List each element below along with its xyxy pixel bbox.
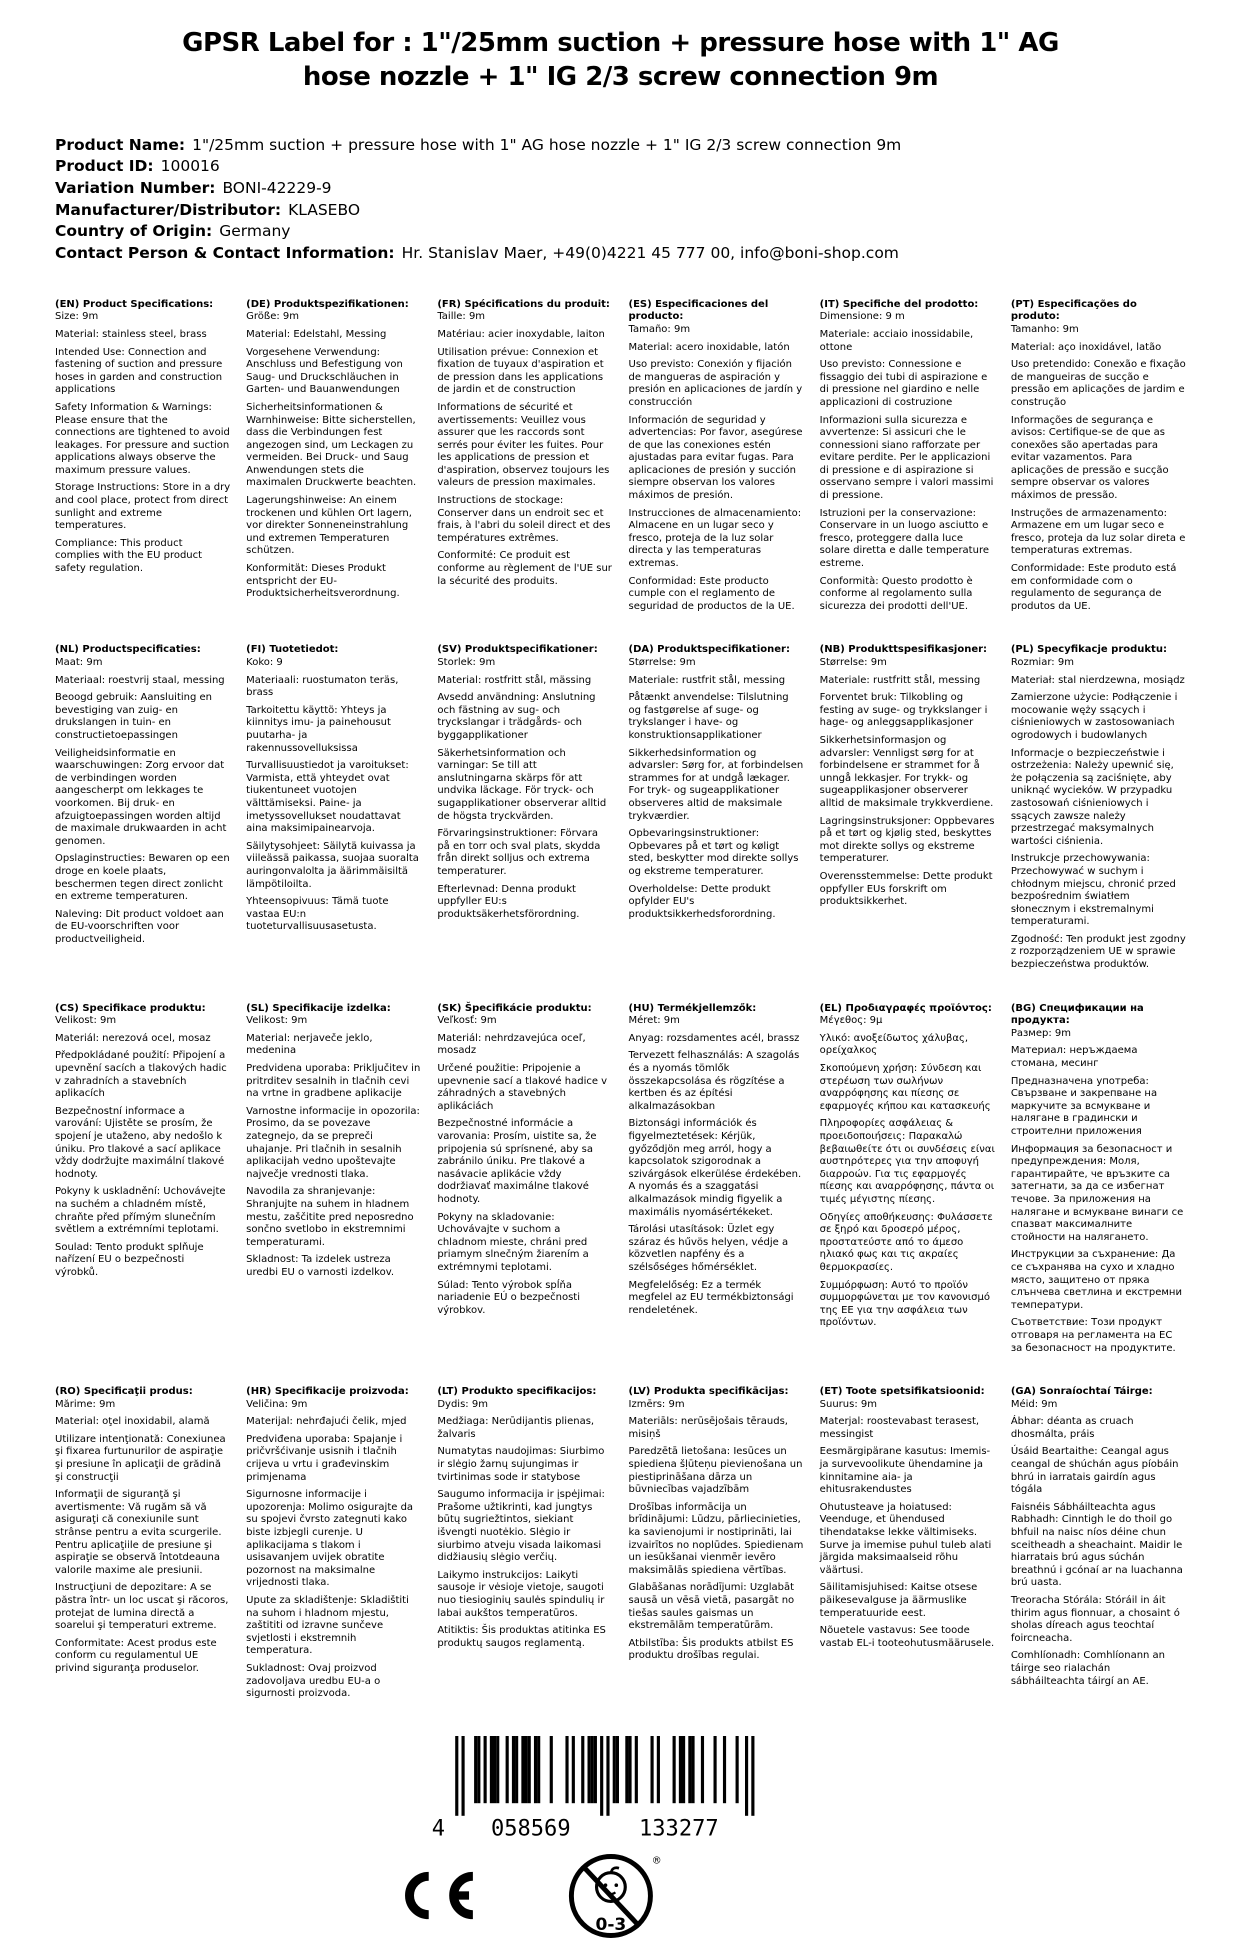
spec-paragraph: Ohutusteave ja hoiatused: Veenduge, et ühendused tihendatakse lekke vältimiseks. Surve ja imemise puhul tuleb alati järgida maksimaalseid rõhu väärtusi. [819,1501,992,1576]
spec-paragraph: Предназначена употреба: Свързване и закрепване на маркучите за всмукване и налягане в градински и строителни приложения [1010,1075,1158,1137]
spec-paragraph: Upute za skladištenje: Skladištiti na suhom i hladnom mjestu, zaštititi od izravne sunčeve svjetlosti i ekstremnih temperatura. [246,1595,409,1657]
product-info-row [55,135,1241,157]
age-warning-text-slot: 0-3 [595,1914,627,1935]
spec-heading: (CS) Specifikace produktu: [55,1002,206,1014]
spec-paragraph: Conformité: Ce produit est conforme au règlement de l'UE sur la sécurité des produits. [437,550,612,587]
spec-paragraph: Uso previsto: Connessione e fissaggio dei tubi di aspirazione e di pressione nel giardino e nelle applicazioni di costruzione [819,359,988,408]
spec-paragraph: Materiaali: ruostumaton teräs, brass [246,674,399,699]
spec-heading: (EL) Προδιαγραφές προϊόντος: [819,1002,992,1014]
spec-paragraph: Comhlíonadh: Comhlíonann an táirge seo rialachán sábháilteachta táirgí an AE. [1010,1650,1166,1687]
spec-block-lt [437,1386,612,1706]
spec-paragraph: Predviđena uporaba: Spajanje i pričvršćivanje usisnih i tlačnih crijeva u vrtu i građevinskim primjenama [246,1433,403,1483]
spec-heading: (FI) Tuotetiedot: [246,644,339,656]
spec-paragraph: Tervezett felhasználás: A szagolás és a nyomás tömlők összekapcsolása és rögzítése a kertben és az építési alkalmazásokban [628,1050,800,1112]
spec-block-pt [1011,299,1186,619]
spec-paragraph: Υλικό: ανοξείδωτος χάλυβας, ορείχαλκος [819,1032,969,1057]
spec-grid [55,299,1186,1706]
spec-paragraph: Dimensione: 9 m [819,311,905,323]
spec-paragraph: Megfelelőség: Ez a termék megfelel az EU termékbiztonsági rendeletének. [628,1279,794,1316]
spec-heading: (ET) Toote spetsifikatsioonid: [819,1386,985,1398]
spec-paragraph: Material: rostfritt stål, mässing [437,674,592,686]
spec-paragraph: Tarkoitettu käyttö: Yhteys ja kiinnitys imu- ja painehousut puutarha- ja rakennussovelluksissa [246,704,391,754]
spec-paragraph: Información de seguridad y advertencias: Por favor, asegúrese de que las conexiones estén ajustadas para evitar fugas. Para aplicaciones de presión y succión siempre observan los valores máximos de presión. [628,414,803,502]
product-info [55,135,1241,265]
barcode-svg [430,1736,766,1841]
spec-paragraph: Material: aço inoxidável, latão [1010,341,1162,353]
spec-heading: (LV) Produkta specifikācijas: [628,1386,789,1398]
spec-paragraph: Uso pretendido: Conexão e fixação de mangueiras de sucção e pressão em aplicações de jardim e construção [1010,359,1186,408]
spec-paragraph: Suurus: 9m [819,1398,877,1410]
spec-paragraph: Conformidad: Este producto cumple con el reglamento de seguridad de productos de la UE. [628,575,795,612]
spec-paragraph: Informazioni sulla sicurezza e avvertenze: Si assicuri che le connessioni siano rafforzate per evitare perdite. Per le applicazioni di pressione e di aspirazione si osservano sempre i valori massimi di pressione. [819,414,994,502]
spec-block-nl [55,644,230,976]
compliance-marks [398,1851,1241,1941]
spec-block-cs [55,1003,230,1360]
spec-paragraph: Compliance: This product complies with the EU product safety regulation. [55,537,203,575]
spec-paragraph: Lagerungshinweise: An einem trockenen und kühlen Ort lagern, vor direkter Sonneneinstrahlung und extremen Temperaturen schützen. [246,495,412,557]
spec-paragraph: Οδηγίες αποθήκευσης: Φυλάσσετε σε ξηρό και δροσερό μέρος, προστατεύστε από το άμεσο ηλιακό φως και τις ακραίες θερμοκρασίες. [819,1211,993,1273]
spec-paragraph: Zamierzone użycie: Podłączenie i mocowanie węży ssących i ciśnieniowych w zastosowaniach ogrodowych i budowlanych [1010,692,1178,741]
spec-paragraph: Materiale: rustfritt stål, messing [819,674,981,686]
product-info-row [55,156,1241,178]
barcode-digits-group2: 133277 [639,1816,719,1841]
spec-paragraph: Storlek: 9m [437,657,496,668]
spec-paragraph: Veličina: 9m [246,1398,308,1410]
spec-paragraph: Anyag: rozsdamentes acél, brassz [628,1032,800,1044]
spec-paragraph: Efterlevnad: Denna produkt uppfyller EU:s produktsäkerhetsförordning. [437,883,580,920]
spec-paragraph: Instruções de armazenamento: Armazene em um lugar seco e fresco, proteja da luz solar direta e temperaturas extremas. [1010,507,1186,557]
spec-paragraph: Súlad: Tento výrobok spĺňa nariadenie EÚ o bezpečnosti výrobkov. [437,1279,580,1316]
spec-paragraph: Инструкции за съхранение: Да се съхранява на сухо и хладно място, защитено от пряка слънчева светлина и екстремни температури. [1010,1249,1182,1311]
spec-paragraph: Pokyny na skladovanie: Uchovávajte v suchom a chladnom mieste, chráni pred priamym slnečným žiarením a extrémnymi teplotami. [437,1211,589,1273]
spec-paragraph: Eesmärgipärane kasutus: Imemis- ja survevoolikute ühendamine ja kinnitamine aia- ja ehitusrakendustes [819,1446,991,1496]
spec-paragraph: Biztonsági információk és figyelmeztetések: Kérjük, győződjön meg arról, hogy a kapcsolatok szigorodnak a szivárgások elkerülése érdekében. A nyomás és a szaggatási alkalmazások mindig figyelik a maximális nyomásértékeket. [628,1118,802,1218]
spec-paragraph: Zgodność: Ten produkt jest zgodny z rozporządzeniem UE w sprawie bezpieczeństwa produktów. [1010,933,1186,971]
spec-block-sl [246,1003,421,1360]
product-info-label: Product Name: [55,135,186,154]
product-info-value: 100016 [160,157,220,176]
spec-paragraph: Информация за безопасност и предупреждения: Моля, гарантирайте, че връзките са затегнати, за да се избегнат течове. За приложения на налягане и всмукване винаги се спазват максималните стойности на налягането. [1010,1143,1184,1243]
spec-paragraph: Méid: 9m [1010,1398,1058,1410]
spec-paragraph: Yhteensopivuus: Tämä tuote vastaa EU:n tuoteturvallisuusasetusta. [246,896,389,933]
spec-paragraph: Konformität: Dieses Produkt entspricht der EU-Produktsicherheitsverordnung. [246,563,400,600]
product-info-row [55,178,1241,200]
ce-mark-icon [398,1871,478,1920]
product-info-label: Variation Number: [55,179,216,197]
spec-paragraph: Informaţii de siguranţă şi avertismente: Vă rugăm să vă asiguraţi că conexiunile sunt strânse pentru a evita scurgerile. Pentru aplicaţiile de presiune şi aspiraţie se observă întotdeauna valorile maxime ale presiunii. [55,1489,222,1576]
spec-paragraph: Treoracha Stórála: Stóráil in áit thirim agus fionnuar, a chosaint ó sholas díreach agus teochtaí foircneacha. [1010,1595,1180,1644]
spec-paragraph: Material: oţel inoxidabil, alamă [55,1416,210,1428]
product-info-value: Germany [219,222,291,241]
spec-paragraph: Sicherheitsinformationen & Warnhinweise: Bitte sicherstellen, dass die Verbindungen fest angezogen sind, um Leckagen zu vermeiden. Bei Druck- und Saug Anwendungen stets die maximalen Druckwerte beachten. [246,401,417,489]
spec-block-sk [437,1003,612,1360]
spec-paragraph: Velikost: 9m [246,1015,308,1027]
spec-block-fr [437,299,612,619]
spec-block-ro [55,1386,230,1706]
ean13-barcode [430,1736,766,1841]
spec-paragraph: Størrelse: 9m [819,657,887,668]
spec-paragraph: Istruzioni per la conservazione: Conservare in un luogo asciutto e fresco, proteggere dalla luce solare diretta e dalle temperature estreme. [819,507,989,570]
spec-paragraph: Avsedd användning: Anslutning och fästning av sug- och tryckslangar i trädgårds- och byggapplikationer [437,692,596,741]
spec-paragraph: Izmērs: 9m [628,1398,685,1410]
spec-paragraph: Säilitamisjuhised: Kaitse otsese päikesevalguse ja äärmuslike temperatuuride eest. [819,1582,978,1619]
spec-block-pl [1011,644,1186,976]
spec-paragraph: Taille: 9m [437,311,486,323]
spec-paragraph: Materiale: rustfrit stål, messing [628,674,786,686]
spec-paragraph: Overensstemmelse: Dette produkt oppfyller EUs forskrift om produktsikkerhet. [819,870,993,908]
spec-block-nb [820,644,995,976]
spec-heading: (SK) Špecifikácie produktu: [437,1002,592,1014]
spec-paragraph: Paredzētā lietošana: Iesūces un spiediena šļūteņu pievienošana un piestiprināšana dārza un būvniecības vajadzībām [628,1446,803,1496]
spec-heading: (SV) Produktspecifikationer: [437,644,598,656]
spec-paragraph: Veľkosť: 9m [437,1015,497,1027]
spec-paragraph: Sigurnosne informacije i upozorenja: Molimo osigurajte da su spojevi čvrsto zategnuti kako biste izbjegli curenje. U aplikacijama s tlakom i usisavanjem uvijek obratite pozornost na maksimalne vrijednosti tlaka. [246,1489,414,1589]
spec-paragraph: Μέγεθος: 9μ [819,1015,883,1027]
spec-block-fi [246,644,421,976]
spec-paragraph: Veiligheidsinformatie en waarschuwingen: Zorg ervoor dat de verbindingen worden aangescherpt om lekkages te voorkomen. Bij druk- en afzuigtoepassingen worden altijd de maximale drukwaarden in acht genomen. [55,747,227,847]
spec-paragraph: Materiál: nerezová ocel, mosaz [55,1032,211,1044]
spec-paragraph: Säilytysohjeet: Säilytä kuivassa ja viileässä paikassa, suojaa suoralta auringonvalolta ja äärimmäisiltä lämpötiloilta. [246,840,419,890]
spec-paragraph: Größe: 9m [246,311,300,323]
spec-paragraph: Lagringsinstruksjoner: Oppbevares på et tørt og kjølig sted, beskyttes mot direkte sollys og ekstreme temperaturer. [819,815,995,865]
spec-heading: (EN) Product Specifications: [55,298,214,310]
spec-heading: (ES) Especificaciones del producto: [628,298,769,323]
barcode-digit-left: 4 [431,1816,446,1841]
spec-paragraph: Materiał: stal nierdzewna, mosiądz [1010,674,1185,686]
spec-paragraph: Съответствие: Този продукт отговаря на регламента на ЕС за безопасност на продуктите. [1010,1317,1176,1354]
spec-heading: (PL) Specyfikacje produktu: [1010,644,1167,656]
spec-paragraph: Sukladnost: Ovaj proizvod zadovoljava uredbu EU-a o sigurnosti proizvoda. [246,1662,381,1700]
spec-heading: (LT) Produkto specifikacijos: [437,1386,597,1398]
spec-paragraph: Matériau: acier inoxydable, laiton [437,328,605,340]
spec-paragraph: Informações de segurança e avisos: Certifique-se de que as conexões são apertadas para evitar vazamentos. Para aplicações de pressão e sucção sempre observar os valores máximos de pressão. [1010,414,1169,502]
spec-paragraph: Tamanho: 9m [1010,323,1079,335]
spec-paragraph: Materjal: roostevabast terasest, messingist [819,1416,980,1440]
spec-paragraph: Tamaño: 9m [628,323,691,335]
product-info-row [55,221,1241,243]
spec-paragraph: Rozmiar: 9m [1010,657,1074,668]
spec-paragraph: Varnostne informacije in opozorila: Prosimo, da se povezave zategnejo, da se prepreči uhajanje. Pri tlačnih in sesalnih aplikacijah vedno upoštevajte največje vrednosti tlaka. [246,1105,420,1180]
product-info-label: Product ID: [55,157,154,176]
spec-paragraph: Πληροφορίες ασφάλειας & προειδοποιήσεις: Παρακαλώ βεβαιωθείτε ότι οι συνδέσεις είναι αυστηρότερες για την αποφυγή διαρροών. Για τις εφαρμογές πίεσης και αναρρόφησης, πάντα οι τιμές μέγιστης πίεσης. [819,1118,995,1205]
spec-paragraph: Overholdelse: Dette produkt opfylder EU's produktsikkerhedsforordning. [628,883,776,920]
spec-heading: (IT) Specifiche del prodotto: [819,298,979,310]
product-info-value: BONI-42229-9 [222,179,332,197]
age-warning-0-3-icon [566,1851,663,1941]
spec-paragraph: Ábhar: déanta as cruach dhosmálta, práis [1010,1416,1134,1440]
spec-paragraph: Pokyny k uskladnění: Uchovávejte na suchém a chladném místě, chraňte před přímým slunečním světlem a extrémními teplotami. [55,1186,226,1236]
spec-paragraph: Soulad: Tento produkt splňuje nařízení EU o bezpečnosti výrobků. [55,1241,204,1278]
spec-paragraph: Instrucţiuni de depozitare: A se păstra într- un loc uscat şi răcoros, protejat de lumina directă a soarelui şi temperaturi extreme. [55,1582,229,1632]
spec-heading: (RO) Specificaţii produs: [55,1386,193,1398]
spec-paragraph: Conformidade: Este produto está em conformidade com o regulamento de segurança de produtos da UE. [1010,563,1177,612]
product-info-row [55,243,1241,265]
spec-paragraph: Saugumo informacija ir įspėjimai: Prašome užtikrinti, kad jungtys būtų sugriežtintos, siekiant išvengti nuotėkio. Slėgio ir siurbimo atveju visada laikomasi didžiausių slėgio verčių. [437,1489,605,1564]
spec-block-de [246,299,421,619]
spec-paragraph: Koko: 9 [246,657,283,668]
spec-paragraph: Atitiktis: Šis produktas atitinka ES produktų saugos reglamentą. [437,1625,606,1649]
spec-paragraph: Förvaringsinstruktioner: Förvara på en torr och sval plats, skydda från direkt solljus och extrema temperaturer. [437,828,601,877]
spec-paragraph: Bezpečnostní informace a varování: Ujistěte se prosím, že spojení je utaženo, aby nedošlo k úniku. Pro tlakové a sací aplikace vždy dodržujte maximální tlakové hodnoty. [55,1105,225,1180]
spec-paragraph: Laikymo instrukcijos: Laikyti sausoje ir vėsioje vietoje, saugoti nuo tiesioginių saulės spindulių ir labai aukštos temperatūros. [437,1569,605,1619]
spec-paragraph: Conformità: Questo prodotto è conforme al regolamento sulla sicurezza dei prodotti dell'UE. [819,575,973,612]
spec-paragraph: Utilisation prévue: Connexion et fixation de tuyaux d'aspiration et de pression dans les applications de jardin et de construction [437,346,604,396]
spec-block-sv [437,644,612,976]
spec-paragraph: Méret: 9m [628,1015,680,1027]
spec-paragraph: Storage Instructions: Store in a dry and cool place, protect from direct sunlight and extreme temperatures. [55,482,231,532]
spec-paragraph: Dydis: 9m [437,1398,488,1410]
spec-paragraph: Materiaal: roestvrij staal, messing [55,674,225,686]
spec-paragraph: Instructions de stockage: Conserver dans un endroit sec et frais, à l'abri du soleil direct et des températures extrêmes. [437,495,611,544]
spec-paragraph: Materiale: acciaio inossidabile, ottone [819,328,974,353]
spec-paragraph: Materijal: nehrđajući čelik, mjed [246,1416,407,1428]
spec-paragraph: Atbilstība: Šis produkts atbilst ES produktu drošības regulai. [628,1637,794,1662]
spec-paragraph: Beoogd gebruik: Aansluiting en bevestiging van zuig- en drukslangen in tuin- en constructietoepassingen [55,692,213,741]
spec-paragraph: Material: stainless steel, brass [55,328,207,340]
spec-paragraph: Skladnost: Ta izdelek ustreza uredbi EU o varnosti izdelkov. [246,1254,395,1278]
spec-paragraph: Medžiaga: Nerūdijantis plienas, žalvaris [437,1416,595,1440]
spec-heading: (GA) Sonraíochtaí Táirge: [1010,1386,1153,1398]
spec-block-el [820,1003,995,1360]
spec-paragraph: Opbevaringsinstruktioner: Opbevares på et tørt og køligt sted, beskytter mod direkte sollys og ekstreme temperaturer. [628,828,799,877]
spec-paragraph: Materiāls: nerūsējošais tērauds, misiņš [628,1416,788,1440]
spec-paragraph: Navodila za shranjevanje: Shranjujte na suhem in hladnem mestu, zaščitite pred neposredno sončno svetlobo in ekstremnimi temperaturami. [246,1186,414,1248]
spec-paragraph: Faisnéis Sábháilteachta agus Rabhadh: Cinntigh le do thoil go bhfuil na naisc níos déine chun sceitheadh a sheachaint. Maidir le hiarratais brú agus súchán breathnú i gcónaí ar na luachanna brú uasta. [1010,1501,1183,1589]
spec-block-lv [629,1386,804,1706]
spec-paragraph: Påtænkt anvendelse: Tilslutning og fastgørelse af suge- og trykslanger i have- og konstruktionsapplikationer [628,692,789,741]
spec-heading: (DA) Produktspecifikationer: [628,644,790,656]
spec-paragraph: Numatytas naudojimas: Siurbimo ir slėgio žarnų sujungimas ir tvirtinimas sode ir statybose [437,1446,605,1483]
spec-heading: (HR) Specifikacije proizvoda: [246,1386,409,1398]
spec-paragraph: Conformitate: Acest produs este conform cu regulamentul UE privind siguranţa produselor. [55,1637,217,1674]
spec-heading: (FR) Spécifications du produit: [437,298,610,310]
spec-block-da [629,644,804,976]
spec-paragraph: Safety Information & Warnings: Please ensure that the connections are tightened to avoid leakages. For pressure and suction applications always observe the maximum pressure values. [55,401,230,476]
spec-paragraph: Informacje o bezpieczeństwie i ostrzeżenia: Należy upewnić się, że połączenia są zaciśnięte, aby uniknąć wycieków. W przypadku zastosowań ciśnieniowych i ssących zawsze należy przestrzegać maksymalnych wartości ciśnienia. [1010,747,1174,847]
spec-paragraph: Maat: 9m [55,657,103,668]
product-info-label: Contact Person & Contact Information: [55,244,395,263]
spec-heading: (SL) Specifikacije izdelka: [246,1002,391,1014]
spec-paragraph: Bezpečnostné informácie a varovania: Prosím, uistite sa, že pripojenia sú sprísnené, aby sa zabránilo úniku. Pre tlakové a nasávacie aplikácie vždy dodržiavať maximálne tlakové hodnoty. [437,1118,597,1205]
product-info-value: 1"/25mm suction + pressure hose with 1" AG hose nozzle + 1" IG 2/3 screw connection 9m [192,135,902,154]
spec-heading: (DE) Produktspezifikationen: [246,298,409,310]
product-info-label: Country of Origin: [55,222,213,241]
spec-paragraph: Sikkerhetsinformasjon og advarsler: Vennligst sørg for at forbindelsene er strammet for å unngå lekkasjer. For trykk- og sugeapplikasjoner observerer alltid de maksimale trykkverdiene. [819,734,994,809]
spec-paragraph: Určené použitie: Pripojenie a upevnenie sací a tlakové hadice v záhradných a stavebných aplikáciách [437,1063,608,1112]
barcode-digits-group1: 058569 [490,1816,571,1841]
product-info-value: Hr. Stanislav Maer, +49(0)4221 45 777 00, info@boni-shop.com [401,244,899,263]
spec-block-es [629,299,804,619]
spec-paragraph: Σκοπούμενη χρήση: Σύνδεση και στερέωση των σωλήνων αναρρόφησης και πίεσης σε εφαρμογές κήπου και κατασκευής [819,1063,991,1112]
spec-paragraph: Nõuetele vastavus: See toode vastab EL-i tooteohutusmäärusele. [819,1625,995,1649]
spec-paragraph: Tárolási utasítások: Üzlet egy száraz és hűvös helyen, védje a közvetlen napfény és a szélsőséges hőmérséklet. [628,1224,789,1273]
spec-heading: (NB) Produkttspesifikasjoner: [819,644,988,656]
spec-paragraph: Material: Edelstahl, Messing [246,328,387,340]
spec-paragraph: Instrucciones de almacenamiento: Almacene en un lugar seco y fresco, proteja de la luz solar directa y las temperaturas extremas. [628,507,802,570]
spec-paragraph: Vorgesehene Verwendung: Anschluss und Befestigung von Saug- und Druckschläuchen in Garten- und Bauanwendungen [246,346,403,396]
spec-paragraph: Forventet bruk: Tilkobling og festing av suge- og trykkslanger i hage- og anleggsapplikasjoner [819,692,988,729]
spec-paragraph: Sikkerhedsinformation og advarsler: Sørg for, at forbindelsen strammes for at undgå lækager. For tryk- og sugeapplikationer observeres altid de maksimale trykværdier. [628,747,804,822]
spec-paragraph: Материал: неръждаема стомана, месинг [1010,1045,1138,1070]
spec-block-et [820,1386,995,1706]
spec-paragraph: Instrukcje przechowywania: Przechowywać w suchym i chłodnym miejscu, chronić przed bezpośrednim światłem słonecznym i ekstremalnymi temperaturami. [1010,853,1176,928]
spec-paragraph: Glabāšanas norādījumi: Uzglabāt sausā un vēsā vietā, pasargāt no tiešas saules gaismas un ekstremālām temperatūrām. [628,1582,795,1632]
registered-symbol-slot: ® [651,1855,662,1867]
spec-block-hr [246,1386,421,1706]
spec-paragraph: Turvallisuustiedot ja varoitukset: Varmista, että yhteydet ovat tiukentuneet vuotojen välttämiseksi. Paine- ja imetyssovellukset noudattavat aina maksimipainearvoja. [246,760,409,835]
product-info-label: Manufacturer/Distributor: [55,200,282,219]
spec-paragraph: Size: 9m [55,311,99,323]
spec-paragraph: Drošības informācija un brīdinājumi: Lūdzu, pārliecinieties, ka savienojumi ir nostiprināti, lai izvairītos no noplūdes. Spiedienam un iesūkšanai vienmēr ievēro maksimālās spiediena vērtības. [628,1501,804,1576]
spec-paragraph: Συμμόρφωση: Αυτό το προϊόν συμμορφώνεται με τον κανονισμό της ΕΕ για την ασφάλεια των προϊόντων. [819,1279,990,1329]
spec-paragraph: Předpokládané použití: Připojení a upevnění sacích a tlakových hadic v zahradních a stavebních aplikacích [55,1050,227,1100]
spec-heading: (NL) Productspecificaties: [55,644,201,656]
spec-paragraph: Intended Use: Connection and fastening of suction and pressure hoses in garden and construction applications [55,346,223,396]
spec-paragraph: Naleving: Dit product voldoet aan de EU-voorschriften voor productveiligheid. [55,908,224,945]
spec-block-hu [629,1003,804,1360]
spec-paragraph: Material: nerjaveče jeklo, medenina [246,1032,373,1057]
product-info-row [55,200,1241,222]
spec-heading: (BG) Спецификации на продукта: [1010,1002,1144,1027]
spec-paragraph: Velikost: 9m [55,1015,117,1027]
spec-paragraph: Säkerhetsinformation och varningar: Se till att anslutningarna skärps för att undvika läckage. För tryck- och sugapplikationer observerar alltid de högsta tryckvärden. [437,747,607,822]
spec-paragraph: Materiál: nehrdzavejúca oceľ, mosadz [437,1032,586,1057]
spec-paragraph: Utilizare intenţionată: Conexiunea şi fixarea furtunurilor de aspiraţie şi presiune în aplicaţii de grădină şi construcţii [55,1433,226,1483]
spec-paragraph: Størrelse: 9m [628,657,696,668]
spec-paragraph: Material: acero inoxidable, latón [628,341,790,353]
page-title: GPSR Label for : 1"/25mm suction + pressure hose with 1" AG hose nozzle + 1" IG 2/3 screw connection 9m [182,28,1059,93]
spec-paragraph: Mărime: 9m [55,1398,116,1410]
spec-heading: (PT) Especificações do produto: [1010,298,1137,323]
product-info-value: KLASEBO [288,200,361,219]
spec-paragraph: Úsáid Beartaithe: Ceangal agus ceangal de shúchán agus píobáin bhrú in iarratais gairdín agus tógála [1010,1446,1179,1496]
spec-heading: (HU) Termékjellemzők: [628,1002,757,1014]
spec-block-ga [1011,1386,1186,1706]
spec-block-bg [1011,1003,1186,1360]
spec-paragraph: Opslaginstructies: Bewaren op een droge en koele plaats, beschermen tegen direct zonlicht en extreme temperaturen. [55,853,230,903]
spec-paragraph: Informations de sécurité et avertissements: Veuillez vous assurer que les raccords sont serrés pour éviter les fuites. Pour les applications de pression et d'aspiration, observez toujours les valeurs de pression maximales. [437,401,610,489]
spec-block-it [820,299,995,619]
spec-block-en [55,299,230,619]
spec-paragraph: Размер: 9m [1010,1027,1071,1039]
spec-paragraph: Uso previsto: Conexión y fijación de mangueras de aspiración y presión en aplicaciones de jardín y construcción [628,359,803,408]
spec-paragraph: Predvidena uporaba: Priključitev in pritrditev sesalnih in tlačnih cevi na vrtne in gradbene aplikacije [246,1063,421,1100]
